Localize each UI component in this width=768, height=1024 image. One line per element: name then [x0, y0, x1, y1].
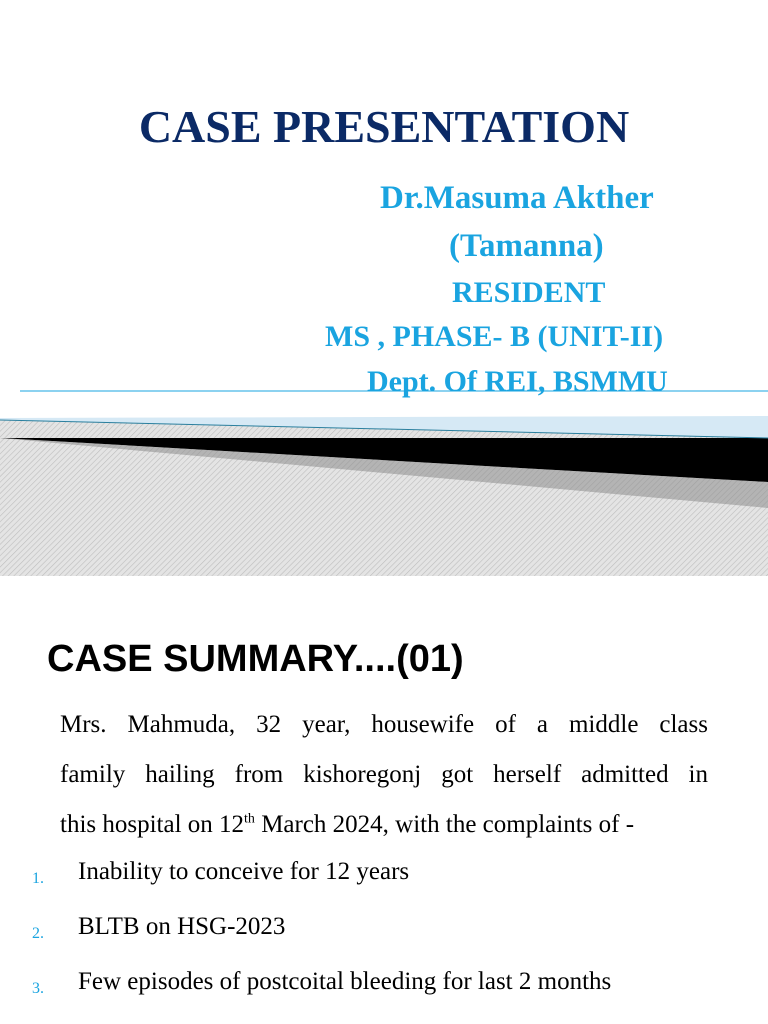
presenter-name: Dr.Masuma Akther: [380, 180, 654, 216]
complaint-text: Few episodes of postcoital bleeding for last 2 months: [78, 968, 612, 995]
case-intro-paragraph: [60, 700, 708, 850]
decorative-band: [0, 380, 768, 576]
complaint-number: 3.: [32, 980, 44, 997]
complaint-text: BLTB on HSG-2023: [78, 913, 286, 940]
intro-line-2: family hailing from kishoregonj got herself admitted in: [60, 761, 708, 788]
presenter-role: RESIDENT: [452, 276, 606, 309]
intro-line-3-start: this hospital on 12: [60, 811, 245, 838]
presentation-title: CASE PRESENTATION: [138, 101, 630, 152]
complaint-number: 2.: [32, 925, 44, 942]
presenter-department: Dept. Of REI, BSMMU: [367, 365, 668, 398]
presenter-nickname: (Tamanna): [449, 228, 604, 264]
complaint-item: [0, 856, 768, 911]
ordinal-suffix: th: [244, 811, 255, 827]
complaint-text: Inability to conceive for 12 years: [78, 858, 410, 885]
intro-line-3: [60, 800, 708, 850]
complaint-item: [0, 966, 768, 1021]
case-summary-slide: [0, 576, 768, 1024]
intro-line-1: Mrs. Mahmuda, 32 year, housewife of a middle class: [60, 711, 708, 738]
case-summary-heading: CASE SUMMARY....(01): [47, 638, 464, 680]
complaints-list: [0, 856, 768, 1021]
intro-line-3-end: March 2024, with the complaints of -: [254, 811, 635, 838]
presenter-program: MS , PHASE- B (UNIT-II): [325, 320, 664, 353]
complaint-number: 1.: [32, 870, 44, 887]
complaint-item: [0, 911, 768, 966]
